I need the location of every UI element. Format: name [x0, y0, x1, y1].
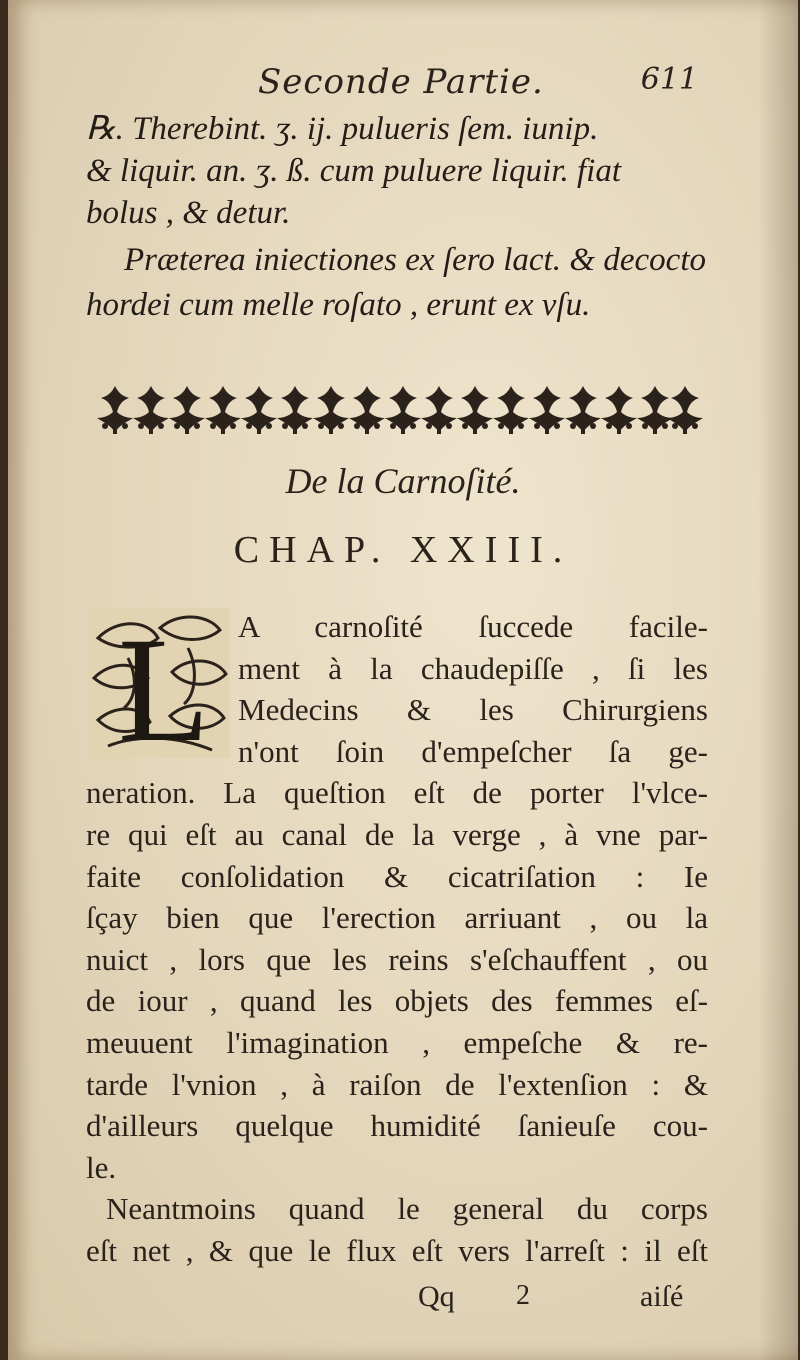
ornament-band [93, 378, 705, 440]
recipe-line: & liquir. an. ʒ. ß. cum puluere liquir. fiat [86, 153, 622, 189]
chapter-body [86, 606, 708, 1272]
body-line: neration. La queſtion eſt de porter l'vlce- [86, 775, 708, 811]
page-edge-shadow [758, 0, 798, 1360]
body-line: tarde l'vnion , à raiſon de l'extenſion : & [86, 1066, 708, 1102]
body-line: de iour , quand les objets des femmes eſ- [86, 983, 708, 1019]
catchword: aiſé [640, 1280, 684, 1313]
body-line: faite conſolidation & cicatriſation : Ie [86, 858, 708, 894]
body-line: meuuent l'imagination , empeſche & re- [86, 1024, 708, 1060]
recipe-line: ℞. Therebint. ʒ. ij. pulueris ſem. iunip. [86, 111, 599, 147]
recipe-prescription [86, 108, 706, 234]
page-footer [8, 1280, 798, 1330]
page-header [258, 62, 708, 106]
body-line: ment à la chaudepiſſe , ſi les [238, 650, 708, 686]
running-title: Seconde Partie. [258, 62, 544, 102]
signature-mark: Qq [418, 1280, 455, 1313]
body-line: ſçay bien que l'erection arriuant , ou la [86, 900, 708, 936]
dropcap-letter: L [118, 608, 210, 758]
signature-number: 2 [516, 1280, 530, 1311]
recipe-line: bolus , & detur. [86, 195, 291, 231]
body-line: nuict , lors que les reins s'eſchauffent , ou [86, 941, 708, 977]
body-line: re qui eſt au canal de la verge , à vne par- [86, 816, 708, 852]
italic-paragraph: Præterea iniectiones ex ſero lact. & decocto hordei cum melle roſato , erunt ex vſu. [86, 242, 706, 323]
body-line: Medecins & les Chirurgiens [238, 692, 708, 728]
body-line: A carnoſité ſuccede facile- [238, 609, 708, 644]
page-number: 611 [640, 62, 698, 97]
body-line: d'ailleurs quelque humidité ſanieuſe cou- [86, 1108, 708, 1144]
body-line: le. [86, 1149, 117, 1185]
book-page [8, 0, 798, 1360]
body-line: Neantmoins quand le general du corps [106, 1191, 708, 1227]
chapter-title: De la Carnoſité. [285, 461, 521, 501]
chapter-number: CHAP. XXIII. [233, 529, 573, 571]
body-line: eſt net , & que le flux eſt vers l'arreſt : il eſt [86, 1232, 708, 1268]
body-line: n'ont ſoin d'empeſcher ſa ge- [238, 733, 708, 769]
